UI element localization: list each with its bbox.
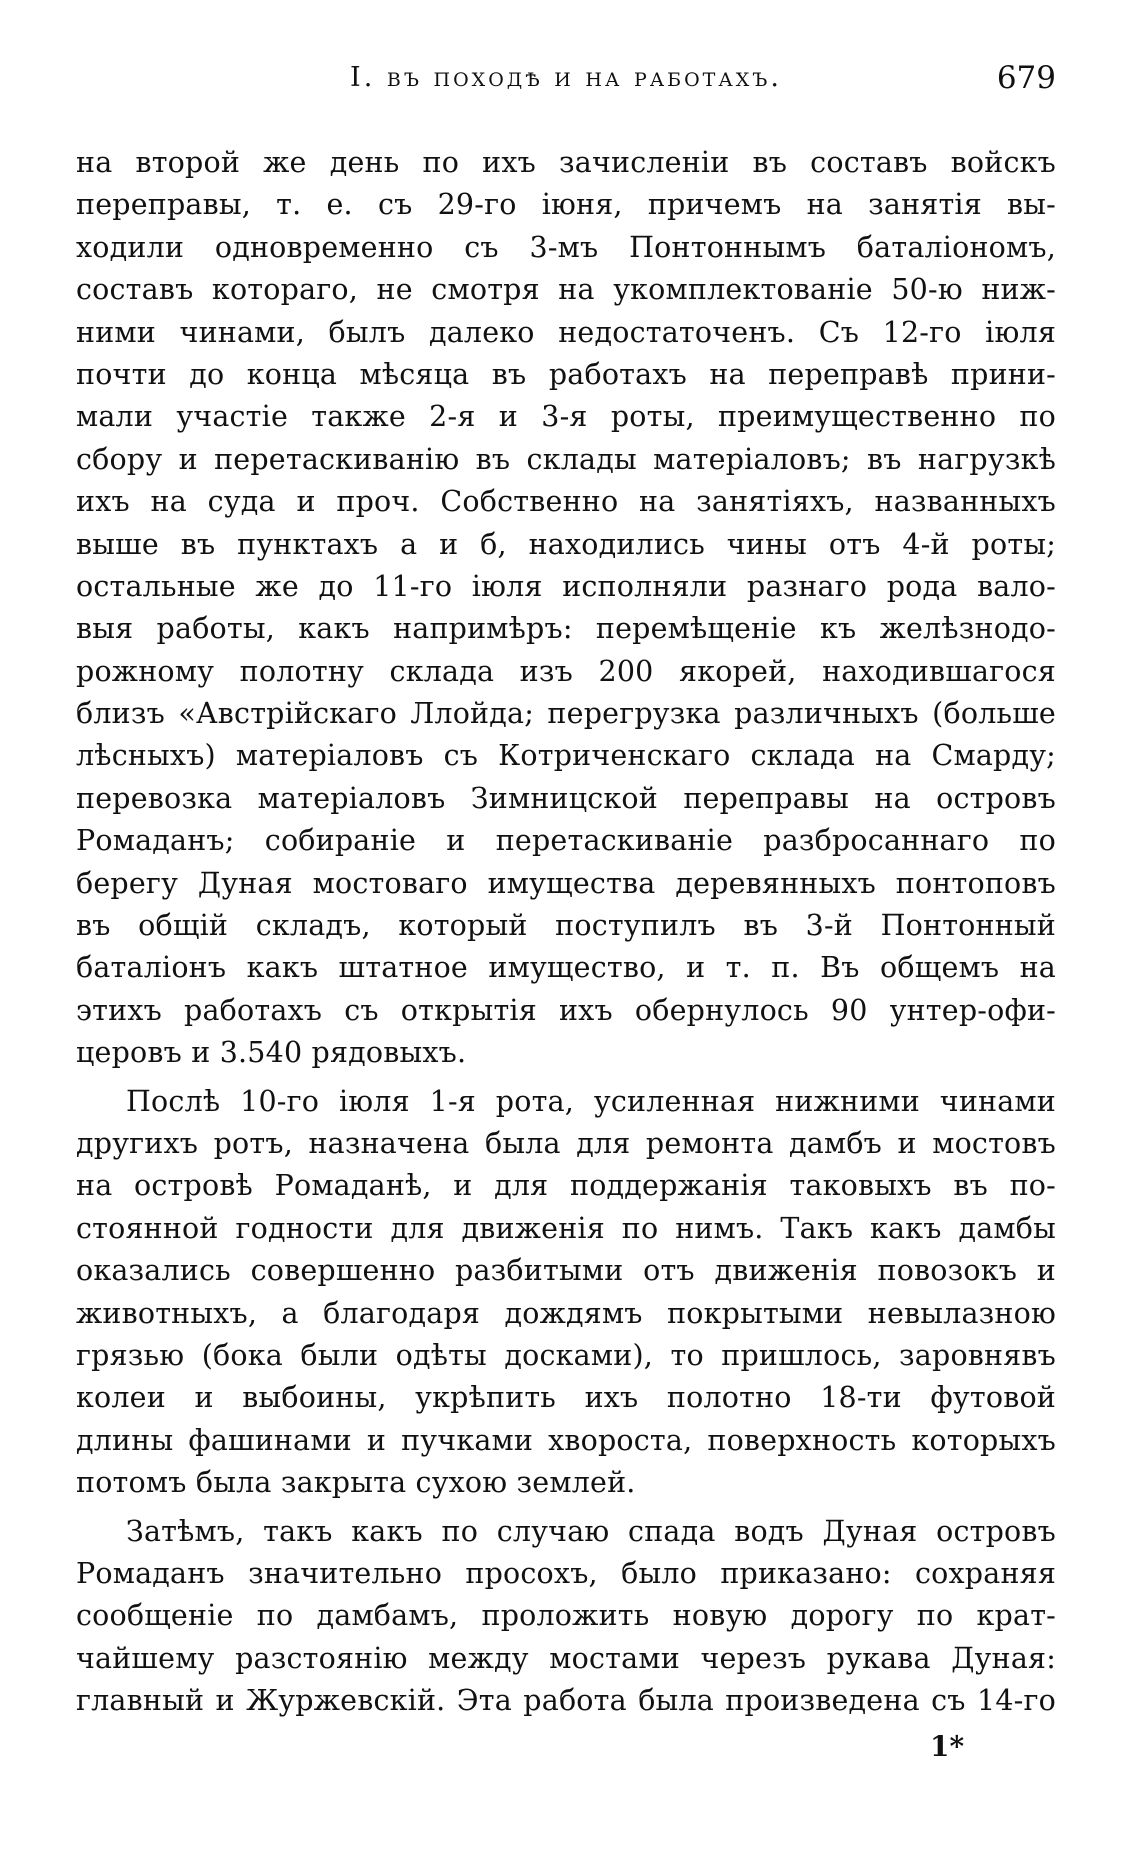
text-line: главный и Журжевскій. Эта работа была произведена съ 14-го: [76, 1684, 1056, 1718]
text-line: мали участіе также 2-я и 3-я роты, преимущественно по: [76, 400, 1056, 434]
text-line: Ромаданъ; собираніе и перетаскиваніе разбросаннаго по: [76, 824, 1056, 858]
text-line: на второй же день по ихъ зачисленіи въ составъ войскъ: [76, 146, 1056, 179]
text-line: длины фашинами и пучками хвороста, поверхность которыхъ: [76, 1423, 1056, 1457]
text-line: на островѣ Ромаданѣ, и для поддержанія таковыхъ въ по-: [76, 1169, 1056, 1203]
text-line: ними чинами, былъ далеко недостаточенъ. Съ 12-го іюля: [76, 315, 1056, 349]
running-header: [76, 62, 1056, 102]
text-line: почти до конца мѣсяца въ работахъ на переправѣ прини-: [76, 357, 1056, 391]
page-number: 679: [996, 60, 1056, 96]
text-line: Ромаданъ значительно просохъ, было приказано: сохраняя: [76, 1556, 1056, 1590]
text-line: составъ котораго, не смотря на укомплектованіе 50-ю ниж-: [76, 273, 1056, 307]
text-line: потомъ была закрыта сухою землей.: [76, 1466, 636, 1500]
text-line: ходили одновременно съ 3-мъ Понтоннымъ баталіономъ,: [76, 230, 1056, 264]
text-line: лѣсныхъ) матеріаловъ съ Котриченскаго склада на Смарду;: [76, 739, 1056, 773]
body-text: [76, 142, 1056, 1722]
text-line: сбору и перетаскиванію въ склады матеріаловъ; въ нагрузкѣ: [76, 442, 1056, 476]
text-line: ихъ на суда и проч. Собственно на занятіяхъ, названныхъ: [76, 485, 1056, 519]
paragraph-3: [76, 1511, 1056, 1723]
text-line: стоянной годности для движенія по нимъ. Такъ какъ дамбы: [76, 1211, 1056, 1245]
text-line: этихъ работахъ съ открытія ихъ обернулось 90 унтер-офи-: [76, 993, 1056, 1027]
running-title: I. въ походѣ и на работахъ.: [350, 62, 782, 93]
text-line: животныхъ, а благодаря дождямъ покрытыми невылазною: [76, 1296, 1056, 1330]
paragraph-2: [76, 1081, 1056, 1505]
text-line: выя работы, какъ напримѣръ: перемѣщеніе къ желѣзнодо-: [76, 612, 1056, 646]
text-line: берегу Дуная мостоваго имущества деревянныхъ понтоповъ: [76, 866, 1056, 900]
text-line: близъ «Австрійскаго Ллойда; перегрузка различныхъ (больше: [76, 697, 1056, 731]
text-line: переправы, т. е. съ 29-го іюня, причемъ на занятія вы-: [76, 188, 1056, 222]
text-line: выше въ пунктахъ а и б, находились чины отъ 4-й роты;: [76, 527, 1056, 561]
text-line: сообщеніе по дамбамъ, проложить новую дорогу по крат-: [76, 1599, 1056, 1633]
text-line: Послѣ 10-го іюля 1-я рота, усиленная нижними чинами: [126, 1084, 1056, 1118]
text-line: остальные же до 11-го іюля исполняли разнаго рода вало-: [76, 569, 1056, 603]
text-line: колеи и выбоины, укрѣпить ихъ полотно 18-ти футовой: [76, 1381, 1056, 1415]
text-line: чайшему разстоянію между мостами черезъ рукава Дуная:: [76, 1641, 1056, 1675]
text-line: церовъ и 3.540 рядовыхъ.: [76, 1036, 467, 1070]
text-line: другихъ ротъ, назначена была для ремонта дамбъ и мостовъ: [76, 1126, 1056, 1160]
paragraph-1: [76, 142, 1056, 1075]
text-line: въ общій складъ, который поступилъ въ 3-й Понтонный: [76, 909, 1056, 943]
text-line: оказались совершенно разбитыми отъ движенія повозокъ и: [76, 1254, 1056, 1288]
text-line: Затѣмъ, такъ какъ по случаю спада водъ Дуная островъ: [126, 1514, 1056, 1548]
text-line: перевозка матеріаловъ Зимницской переправы на островъ: [76, 781, 1056, 815]
text-line: рожному полотну склада изъ 200 якорей, находившагося: [76, 654, 1056, 688]
text-line: баталіонъ какъ штатное имущество, и т. п. Въ общемъ на: [76, 951, 1056, 985]
text-line: грязью (бока были одѣты досками), то пришлось, заровнявъ: [76, 1338, 1056, 1372]
signature-mark: 1*: [930, 1730, 965, 1763]
